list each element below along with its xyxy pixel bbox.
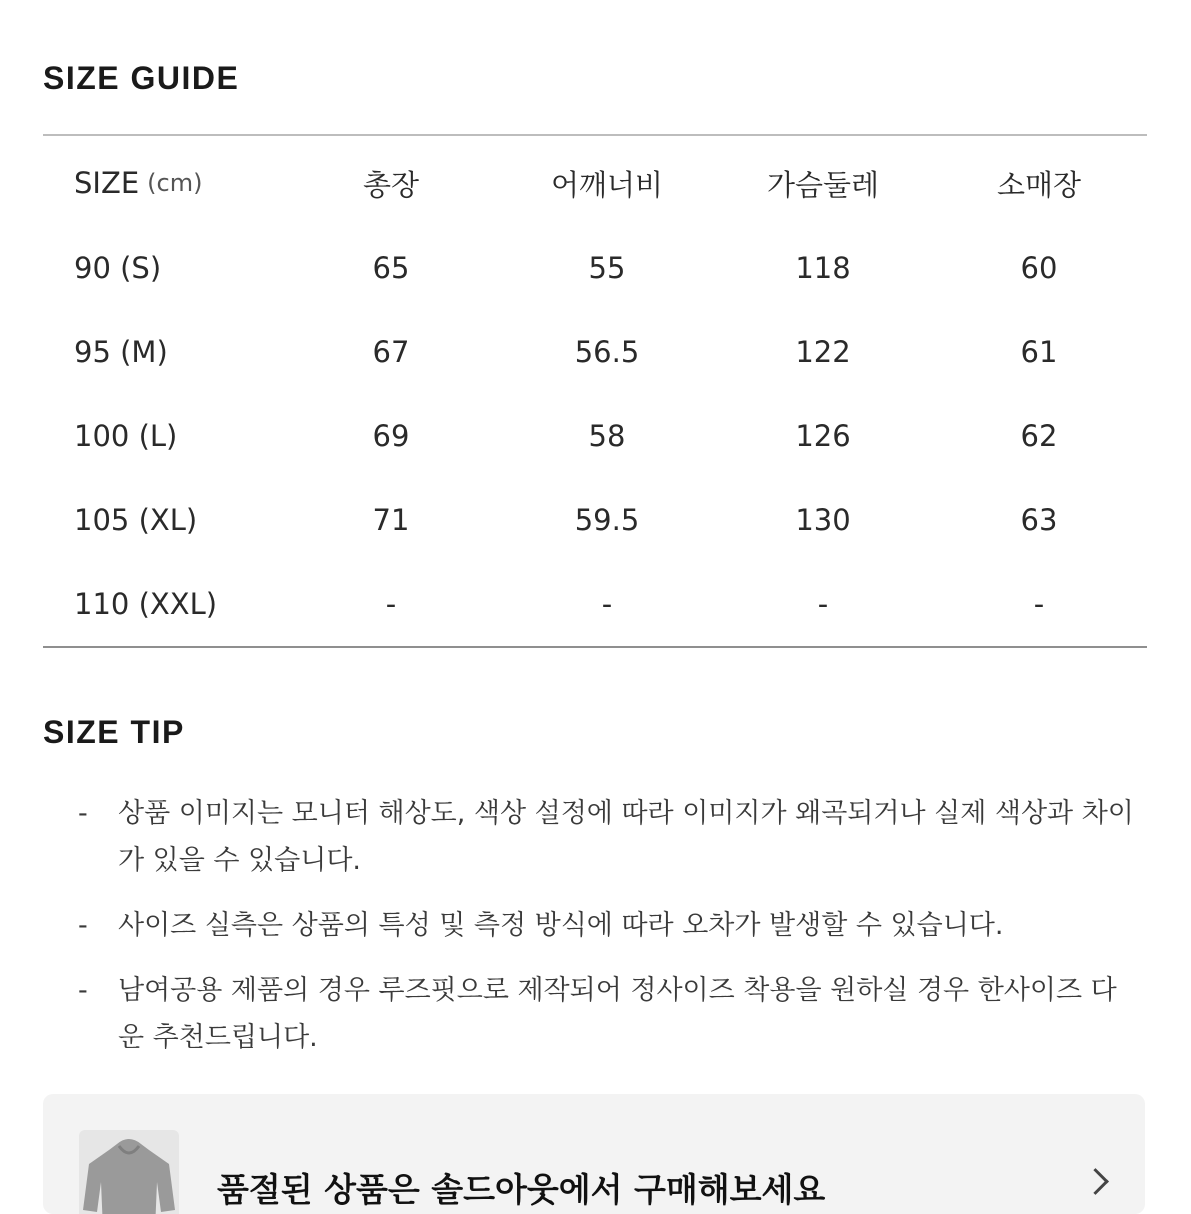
soldout-banner[interactable]	[43, 1094, 1145, 1214]
value-cell: 62	[1020, 419, 1058, 453]
value-cell: -	[817, 587, 829, 621]
list-item	[78, 967, 1138, 1061]
value-cell: -	[1033, 587, 1045, 621]
size-table	[43, 134, 1147, 648]
table-row	[43, 226, 1147, 310]
table-row	[43, 310, 1147, 394]
bullet-dash: -	[78, 975, 88, 1006]
column-header-total-length: 총장	[362, 167, 420, 202]
size-cell: 105 (XL)	[74, 503, 198, 537]
list-item	[78, 790, 1138, 884]
size-guide-title: SIZE GUIDE	[43, 60, 240, 96]
value-cell: 61	[1020, 335, 1058, 369]
value-cell: 67	[372, 335, 410, 369]
size-tip-title: SIZE TIP	[43, 714, 185, 750]
value-cell: 56.5	[574, 335, 640, 369]
value-cell: -	[601, 587, 613, 621]
table-header-row	[43, 136, 1147, 226]
value-cell: 63	[1020, 503, 1058, 537]
value-cell: 130	[795, 503, 851, 537]
value-cell: 122	[795, 335, 851, 369]
value-cell: 118	[795, 251, 851, 285]
column-header-sleeve-length: 소매장	[996, 167, 1082, 202]
table-row	[43, 562, 1147, 646]
tip-text: 남여공용 제품의 경우 루즈핏으로 제작되어 정사이즈 착용을 원하실 경우 한사이즈 다운 추천드립니다.	[118, 975, 1117, 1053]
list-item	[78, 902, 1138, 949]
value-cell: 65	[372, 251, 410, 285]
value-cell: 59.5	[574, 503, 640, 537]
column-header-shoulder-width: 어깨너비	[550, 167, 664, 202]
value-cell: 69	[372, 419, 410, 453]
size-column-header	[74, 136, 202, 228]
size-cell: 100 (L)	[74, 419, 178, 453]
size-tip-list	[78, 790, 1138, 1079]
value-cell: -	[385, 587, 397, 621]
tip-text: 상품 이미지는 모니터 해상도, 색상 설정에 따라 이미지가 왜곡되거나 실제 색상과 차이가 있을 수 있습니다.	[118, 798, 1134, 876]
size-cell: 95 (M)	[74, 335, 168, 369]
size-cell: 110 (XXL)	[74, 587, 218, 621]
tip-text: 사이즈 실측은 상품의 특성 및 측정 방식에 따라 오차가 발생할 수 있습니다.	[118, 910, 1004, 941]
value-cell: 58	[588, 419, 626, 453]
size-label: SIZE	[74, 166, 140, 200]
unit-label: (cm)	[147, 169, 203, 197]
value-cell: 71	[372, 503, 410, 537]
value-cell: 126	[795, 419, 851, 453]
value-cell: 60	[1020, 251, 1058, 285]
value-cell: 55	[588, 251, 626, 285]
bullet-dash: -	[78, 798, 88, 829]
column-header-chest: 가슴둘레	[766, 167, 880, 202]
table-row	[43, 394, 1147, 478]
size-cell: 90 (S)	[74, 251, 162, 285]
hoodie-thumbnail-icon	[79, 1130, 179, 1214]
table-row	[43, 478, 1147, 562]
banner-text: 품절된 상품은 솔드아웃에서 구매해보세요	[217, 1170, 826, 1209]
bullet-dash: -	[78, 910, 88, 941]
